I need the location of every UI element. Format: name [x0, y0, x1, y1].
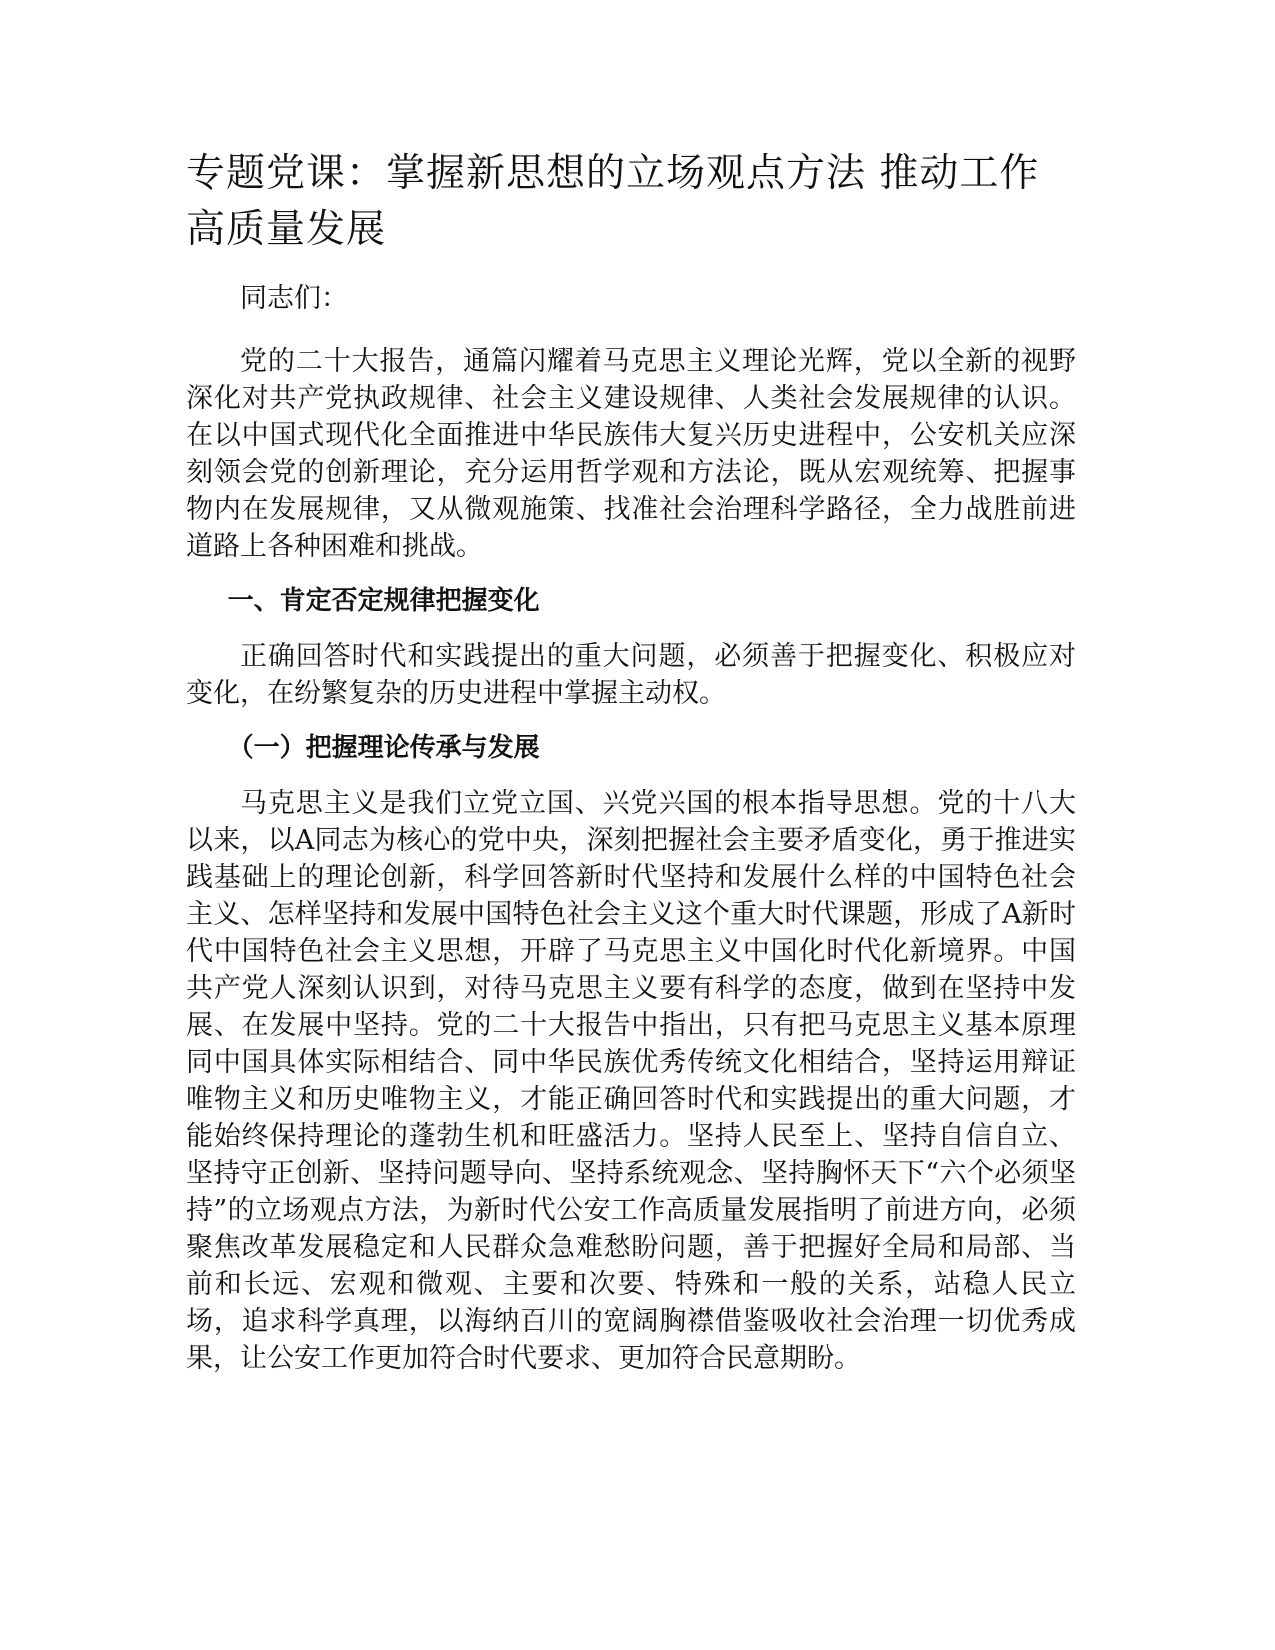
subsection-paragraph: 马克思主义是我们立党立国、兴党兴国的根本指导思想。党的十八大以来，以A同志为核心的党中央，深刻把握社会主要矛盾变化，勇于推进实践基础上的理论创新，科学回答新时代坚持和发展什么样的中国特色社会主义、怎样坚持和发展中国特色社会主义这个重大时代课题，形成了A新时代中国特色社会主义思想，开辟了马克思主义中国化时代化新境界。中国共产党人深刻认识到，对待马克思主义要有科学的态度，做到在坚持中发展、在发展中坚持。党的二十大报告中指出，只有把马克思主义基本原理同中国具体实际相结合、同中华民族优秀传统文化相结合，坚持运用辩证唯物主义和历史唯物主义，才能正确回答时代和实践提出的重大问题，才能始终保持理论的蓬勃生机和旺盛活力。坚持人民至上、坚持自信自立、坚持守正创新、坚持问题导向、坚持系统观念、坚持胸怀天下“六个必须坚持”的立场观点方法，为新时代公安工作高质量发展指明了前进方向，必须聚焦改革发展稳定和人民群众急难愁盼问题，善于把握好全局和局部、当前和长远、宏观和微观、主要和次要、特殊和一般的关系，站稳人民立场，追求科学真理，以海纳百川的宽阔胸襟借鉴吸收社会治理一切优秀成果，让公安工作更加符合时代要求、更加符合民意期盼。: [186, 788, 1076, 1374]
subsection-heading: （一）把握理论传承与发展: [227, 733, 540, 763]
intro-paragraph: 党的二十大报告，通篇闪耀着马克思主义理论光辉，党以全新的视野深化对共产党执政规律、社会主义建设规律、人类社会发展规律的认识。在以中国式现代化全面推进中华民族伟大复兴历史进程中，公安机关应深刻领会党的创新理论，充分运用哲学观和方法论，既从宏观统筹、把握事物内在发展规律，又从微观施策、找准社会治理科学路径，全力战胜前进道路上各种困难和挑战。: [186, 346, 1076, 562]
document-title: 专题党课：掌握新思想的立场观点方法 推动工作高质量发展: [186, 151, 1040, 252]
salutation: 同志们：: [240, 283, 348, 314]
section-heading: 一、肯定否定规律把握变化: [227, 586, 540, 616]
section-paragraph: 正确回答时代和实践提出的重大问题，必须善于把握变化、积极应对变化，在纷繁复杂的历史进程中掌握主动权。: [186, 641, 1076, 709]
document-body: [186, 146, 1076, 1395]
